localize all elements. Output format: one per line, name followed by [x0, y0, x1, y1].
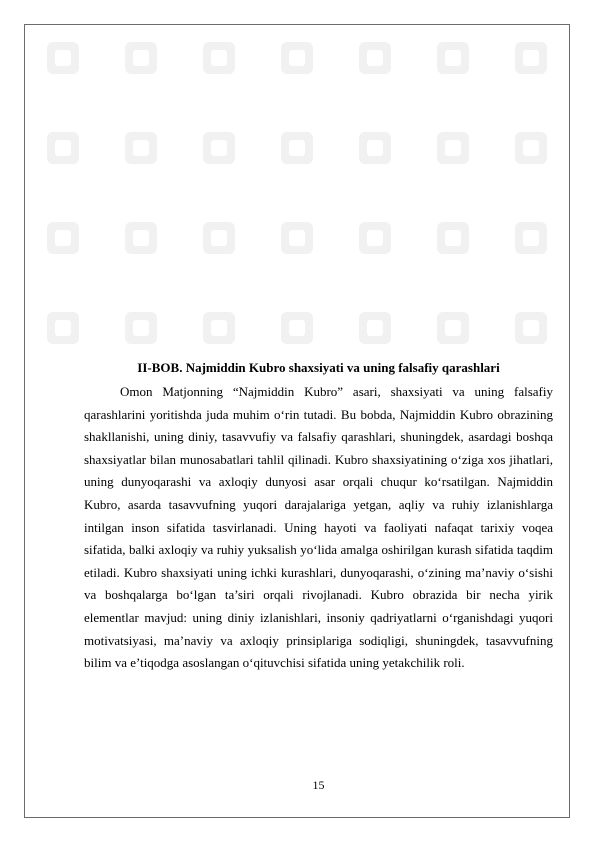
watermark-icon [199, 128, 239, 168]
watermark-row [24, 308, 570, 348]
watermark-icon [43, 308, 83, 348]
watermark-icon [199, 38, 239, 78]
watermark-icon [43, 38, 83, 78]
watermark-icon [433, 38, 473, 78]
watermark-row [24, 128, 570, 168]
watermark-icon [355, 38, 395, 78]
watermark-row [24, 218, 570, 258]
watermark-icon [121, 128, 161, 168]
chapter-title: II-BOB. Najmiddin Kubro shaxsiyati va uning falsafiy qarashlari [137, 360, 500, 375]
page-number: 15 [312, 778, 325, 792]
watermark-icon [277, 128, 317, 168]
watermark-icon [277, 38, 317, 78]
watermark-icon [511, 218, 551, 258]
watermark-icon [199, 218, 239, 258]
watermark-icon [511, 128, 551, 168]
watermark-icon [121, 218, 161, 258]
watermark-icon [277, 308, 317, 348]
watermark-icon [43, 128, 83, 168]
watermark-icon [511, 38, 551, 78]
watermark-row [24, 38, 570, 78]
watermark-icon [199, 308, 239, 348]
watermark-icon [511, 308, 551, 348]
watermark-icon [355, 308, 395, 348]
watermark-icon [121, 38, 161, 78]
watermark-icon [433, 308, 473, 348]
watermark-icon [43, 218, 83, 258]
watermark-icon [355, 128, 395, 168]
watermark-icon [277, 218, 317, 258]
watermark-icon [433, 128, 473, 168]
watermark-icon [355, 218, 395, 258]
body-paragraph: Omon Matjonning “Najmiddin Kubro” asari, shaxsiyati va uning falsafiy qarashlarini yoritishda juda muhim o‘rin tutadi. Bu bobda, Najmiddin Kubro obrazining shakllanishi, uning diniy, tasavvufiy va falsafiy qarashlari, shuningdek, asardagi boshqa shaxsiyatlar bilan munosabatlari tahlil qilinadi. Kubro shaxsiyatining o‘ziga xos jihatlari, uning dunyoqarashi va axloqiy dunyosi asar orqali chuqur ko‘rsatilgan. Najmiddin Kubro, asarda tasavvufning yuqori darajalariga yetgan, aqliy va ruhiy izlanishlarga intilgan inson sifatida tasvirlanadi. Uning hayoti va faoliyati nafaqat tarixiy voqea sifatida, balki axloqiy va ruhiy yuksalish yo‘lida amalga oshirilgan kurash sifatida taqdim etiladi. Kubro shaxsiyati uning ichki kurashlari, dunyoqarashi, o‘zining ma’naviy o‘sishi va boshqalarga bo‘lgan ta’siri orqali rivojlanadi. Kubro obrazida bir necha yirik elementlar mavjud: uning diniy izlanishlari, insoniy qadriyatlarni o‘rganishdagi yuqori motivatsiyasi, ma’naviy va axloqiy prinsiplariga sodiqligi, shuningdek, tasavvufning bilim va e’tiqodga asoslangan o‘qituvchisi sifatida uning yetakchilik roli. [84, 384, 553, 671]
watermark-icon [433, 218, 473, 258]
watermark-icon [121, 308, 161, 348]
